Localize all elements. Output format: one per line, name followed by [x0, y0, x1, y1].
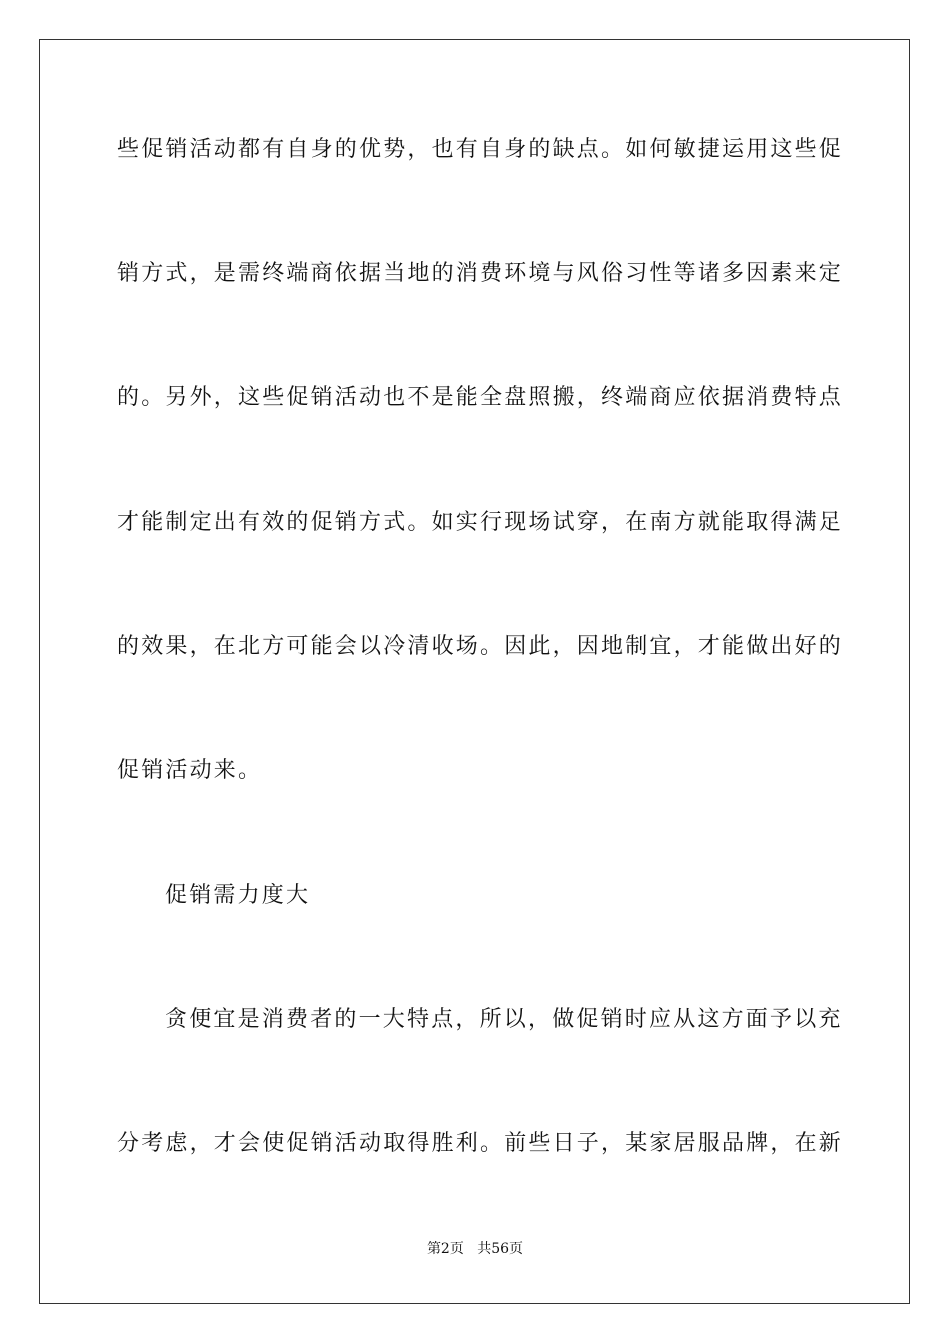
body-line-8: 贪便宜是消费者的一大特点，所以，做促销时应从这方面予以充 [165, 1007, 843, 1032]
body-line-4: 才能制定出有效的促销方式。如实行现场试穿，在南方就能取得满足 [117, 510, 844, 535]
page-number: 第2页 [426, 1241, 464, 1257]
page-border [39, 39, 910, 1304]
body-line-9: 分考虑，才会使促销活动取得胜利。前些日子，某家居服品牌，在新 [117, 1131, 844, 1156]
page-total: 共56页 [477, 1241, 524, 1257]
body-line-2: 销方式，是需终端商依据当地的消费环境与风俗习性等诸多因素来定 [117, 261, 844, 286]
page-footer [0, 1240, 950, 1258]
section-heading: 促销需力度大 [165, 883, 311, 908]
body-line-3: 的。另外，这些促销活动也不是能全盘照搬，终端商应依据消费特点 [117, 385, 844, 410]
body-line-1: 些促销活动都有自身的优势，也有自身的缺点。如何敏捷运用这些促 [117, 137, 844, 162]
body-line-5: 的效果，在北方可能会以冷清收场。因此，因地制宜，才能做出好的 [117, 634, 844, 659]
body-line-6: 促销活动来。 [117, 758, 263, 783]
